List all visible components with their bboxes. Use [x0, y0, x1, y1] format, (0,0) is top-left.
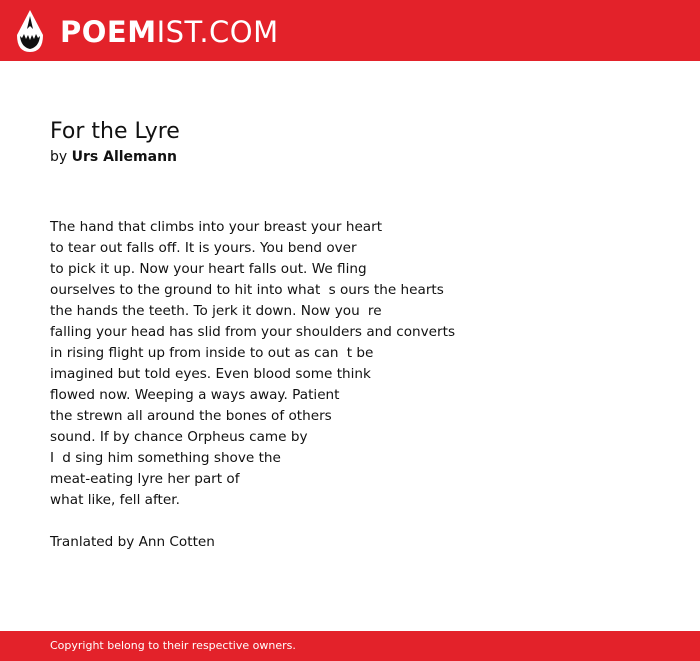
poem-line: what like, fell after. [50, 492, 180, 508]
site-logo-link[interactable] [16, 8, 279, 54]
poem-line: falling your head has slid from your shoulders and converts [50, 324, 456, 340]
translator-note: Tranlated by Ann Cotten [50, 534, 215, 550]
poem-line: The hand that climbs into your breast your heart [50, 219, 383, 235]
poem-line: flowed now. Weeping a ways away. Patient [50, 387, 340, 403]
logo-wordmark [60, 14, 279, 49]
poem-line: sound. If by chance Orpheus came by [50, 429, 308, 445]
copyright-text: Copyright belong to their respective owners. [50, 639, 296, 652]
poem-line: to tear out falls off. It is yours. You bend over [50, 240, 357, 256]
poem-line: meat-eating lyre her part of [50, 471, 240, 487]
poem-author: Urs Allemann [71, 149, 178, 165]
poem-line: ourselves to the ground to hit into whats ours the hearts [50, 282, 444, 298]
poem-line: the hands the teeth. To jerk it down. Now youre [50, 303, 382, 319]
poem-line: in rising flight up from inside to out as cant be [50, 345, 374, 361]
site-footer [0, 631, 700, 661]
poem-line: imagined but told eyes. Even blood some think [50, 366, 371, 382]
poem-line: to pick it up. Now your heart falls out. We fling [50, 261, 367, 277]
poem-body [50, 217, 650, 511]
poem-byline [50, 147, 650, 167]
poem-line: Id sing him something shove the [50, 450, 281, 466]
poem-line: the strewn all around the bones of others [50, 408, 332, 424]
pencil-tip-icon [16, 9, 44, 53]
poem-container [50, 118, 650, 553]
logo-wordmark-bold: POEM [60, 14, 157, 49]
poem-title: For the Lyre [50, 119, 180, 144]
by-label: by [50, 149, 68, 165]
logo-wordmark-light: IST.COM [156, 14, 279, 49]
site-header [0, 0, 700, 61]
